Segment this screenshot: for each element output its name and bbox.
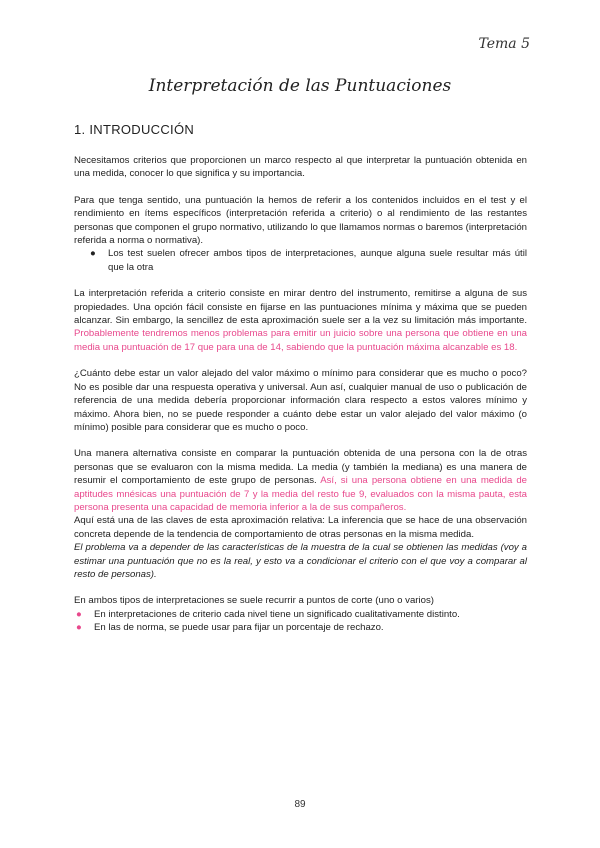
bullet-icon: ● [76, 608, 82, 620]
paragraph-3-text: La interpretación referida a criterio consiste en mirar dentro del instrumento, remitirse a alguna de sus propiedades. Una opción fácil consiste en fijarse en las puntuaciones mínima y máxima que se pueden alcanzar. Sin embargo, la sencillez de esta aproximación suele ser a la vez su limitación más importante. [74, 288, 527, 327]
bullet-list-1 [74, 247, 527, 274]
bullet-icon: ● [90, 248, 96, 260]
list-item [74, 247, 527, 274]
page-number: 89 [294, 799, 306, 810]
document-body [74, 154, 527, 635]
list-item-text: En interpretaciones de criterio cada nivel tiene un significado cualitativamente distinto. [94, 608, 460, 620]
paragraph-3 [74, 287, 527, 354]
paragraph-3-example: Probablemente tendremos menos problemas para emitir un juicio sobre una persona que obtiene en una media una puntuación de 17 que para una de 14, sabiendo que la puntuación máxima alcanzable es 18. [74, 328, 527, 353]
paragraph-6: Aquí está una de las claves de esta aproximación relativa: La inferencia que se hace de una observación concreta depende de la tendencia de comportamiento de otras personas en la misma medida. [74, 515, 527, 540]
paragraph-1: Necesitamos criterios que proporcionen un marco respecto al que interpretar la puntuación obtenida en una medida, conocer lo que significa y su importancia. [74, 155, 527, 180]
list-item-text: En las de norma, se puede usar para fijar un porcentaje de rechazo. [94, 622, 384, 634]
bullet-icon: ● [76, 622, 82, 634]
paragraph-5-text: Una manera alternativa consiste en comparar la puntuación obtenida de una persona con la de otras personas que se evaluaron con la misma medida. La media (y también la mediana) es una manera de resumir el comportamiento de este grupo de personas. [74, 448, 527, 487]
paragraph-5 [74, 447, 527, 514]
list-item-text: Los test suelen ofrecer ambos tipos de interpretaciones, aunque alguna suele resultar más útil que la otra [108, 248, 527, 273]
list-item [74, 608, 527, 621]
paragraph-5-example: Así, si una persona obtiene en una medida de aptitudes mnésicas una puntuación de 7 y la media del resto fue 9, evaluados con la misma pauta, esta persona presenta una capacidad de memoria inferior a la de sus compañeros. [74, 475, 527, 513]
chapter-label: Tema 5 [478, 36, 530, 52]
page-title: Interpretación de las Puntuaciones [148, 76, 452, 96]
paragraph-8: En ambos tipos de interpretaciones se suele recurrir a puntos de corte (uno o varios) [74, 595, 434, 607]
list-item [74, 621, 527, 634]
paragraph-4: ¿Cuánto debe estar un valor alejado del valor máximo o mínimo para considerar que es mucho o poco? No es posible dar una respuesta operativa y universal. Aun así, cualquier manual de uso o publicación de referencia de una medida debería proporcionar información clara respecto a estos valores mínimo y máximo. Ahora bien, no se puede responder a cuánto debe estar un valor alejado del valor máximo (o mínimo) posible para considerar que es mucho o poco. [74, 368, 527, 433]
paragraph-2: Para que tenga sentido, una puntuación la hemos de referir a los contenidos incluidos en el test y el rendimiento en ítems específicos (interpretación referida a criterio) o al rendimiento de las restantes personas que componen el grupo normativo, utilizando lo que llamamos normas o baremos (interpretación referida a norma o normativa). [74, 194, 527, 247]
paragraph-7: El problema va a depender de las características de la muestra de la cual se obtienen las medidas (voy a estimar una puntuación que no es la real, y esto va a condicionar el criterio con el que voy a comparar al resto de personas). [74, 542, 527, 580]
bullet-list-2 [74, 608, 527, 635]
section-heading: 1. INTRODUCCIÓN [74, 122, 195, 137]
